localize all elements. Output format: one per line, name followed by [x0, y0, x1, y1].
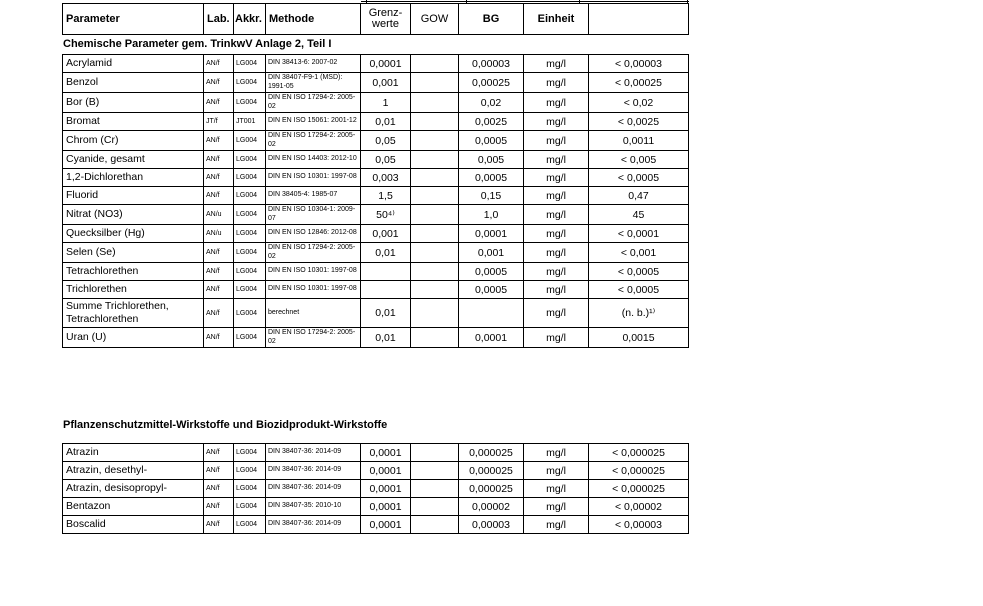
cell-methode: DIN 38413-6: 2007-02 — [266, 55, 361, 72]
cell-akkr: LG004 — [234, 462, 266, 479]
col-header-messwert — [589, 4, 688, 34]
cell-parameter: Quecksilber (Hg) — [63, 225, 204, 242]
cell-parameter: Nitrat (NO3) — [63, 205, 204, 224]
cell-methode: DIN 38407-36: 2014-09 — [266, 444, 361, 461]
cell-einheit: mg/l — [524, 225, 589, 242]
cell-messwert: 0,0015 — [622, 331, 655, 344]
cell-messwert: < 0,0005 — [617, 283, 660, 296]
cell-lab: AN/f — [204, 444, 234, 461]
cell-akkr: LG004 — [234, 55, 266, 72]
cell-parameter: Cyanide, gesamt — [63, 151, 204, 168]
cell-akkr: LG004 — [234, 131, 266, 150]
cell-methode: DIN 38405-4: 1985-07 — [266, 187, 361, 204]
cell-einheit: mg/l — [524, 299, 589, 327]
cell-gow — [411, 444, 459, 461]
cell-methode: DIN EN ISO 15061: 2001-12 — [266, 113, 361, 130]
cell-gow — [411, 498, 459, 515]
cell-gow — [411, 55, 459, 72]
cell-bg: 0,02 — [459, 93, 524, 112]
cell-lab: AN/f — [204, 73, 234, 92]
cell-messwert: < 0,02 — [623, 96, 654, 109]
cell-parameter: Chrom (Cr) — [63, 131, 204, 150]
cell-grenzwerte — [361, 281, 411, 298]
cell-parameter: Bentazon — [63, 498, 204, 515]
table-row — [63, 55, 688, 73]
cell-grenzwerte: 0,0001 — [361, 55, 411, 72]
cell-parameter: Fluorid — [63, 187, 204, 204]
cell-messwert: 0,47 — [628, 189, 649, 202]
cell-methode: DIN EN ISO 10301: 1997-08 — [266, 281, 361, 298]
cell-messwert: < 0,00025 — [614, 76, 662, 89]
cell-methode: DIN 38407-36: 2014-09 — [266, 462, 361, 479]
cell-bg: 0,00003 — [459, 516, 524, 533]
cell-messwert: 45 — [632, 208, 645, 221]
cell-einheit: mg/l — [524, 151, 589, 168]
cell-einheit: mg/l — [524, 444, 589, 461]
cell-parameter: Acrylamid — [63, 55, 204, 72]
cell-bg: 0,00003 — [459, 55, 524, 72]
cell-gow — [411, 187, 459, 204]
table-row — [63, 516, 688, 533]
cell-messwert: < 0,0025 — [617, 115, 660, 128]
table-row — [63, 444, 688, 462]
table-header-row — [62, 3, 689, 35]
cell-methode: DIN 38407-F9-1 (MSD): 1991-05 — [266, 73, 361, 92]
cell-messwert: < 0,005 — [620, 153, 657, 166]
cell-grenzwerte: 0,05 — [361, 151, 411, 168]
cell-gow — [411, 225, 459, 242]
cell-akkr: LG004 — [234, 169, 266, 186]
cell-gow — [411, 299, 459, 327]
cell-messwert: < 0,0005 — [617, 265, 660, 278]
cell-gow — [411, 131, 459, 150]
cell-grenzwerte: 0,003 — [361, 169, 411, 186]
cell-gow — [411, 205, 459, 224]
cell-parameter: Atrazin — [63, 444, 204, 461]
cell-lab: AN/f — [204, 498, 234, 515]
cell-grenzwerte: 0,0001 — [361, 498, 411, 515]
cell-akkr: LG004 — [234, 263, 266, 280]
cell-gow — [411, 243, 459, 262]
cell-parameter: Atrazin, desisopropyl- — [63, 480, 204, 497]
cell-gow — [411, 462, 459, 479]
col-header-grenzwerte — [361, 4, 411, 34]
cell-lab: AN/f — [204, 263, 234, 280]
cell-akkr: LG004 — [234, 243, 266, 262]
cell-grenzwerte: 0,01 — [361, 328, 411, 347]
cell-akkr: LG004 — [234, 281, 266, 298]
section-table-chemische-parameter — [62, 54, 689, 348]
cell-einheit: mg/l — [524, 263, 589, 280]
cell-bg: 0,00025 — [459, 73, 524, 92]
cell-lab: AN/f — [204, 480, 234, 497]
cell-messwert: < 0,001 — [620, 246, 657, 259]
cell-bg: 0,000025 — [459, 462, 524, 479]
cell-einheit: mg/l — [524, 243, 589, 262]
cell-methode: DIN EN ISO 17294-2: 2005-02 — [266, 131, 361, 150]
cell-messwert: < 0,00003 — [614, 57, 662, 70]
cell-parameter: Summe Trichlorethen, Tetrachlorethen — [63, 299, 204, 327]
cell-einheit: mg/l — [524, 516, 589, 533]
table-row — [63, 462, 688, 480]
cell-parameter: Trichlorethen — [63, 281, 204, 298]
cell-lab: AN/f — [204, 516, 234, 533]
cell-parameter: Atrazin, desethyl- — [63, 462, 204, 479]
cell-lab: AN/u — [204, 225, 234, 242]
cell-bg: 0,001 — [459, 243, 524, 262]
cell-messwert: < 0,000025 — [612, 464, 665, 477]
cell-gow — [411, 328, 459, 347]
cell-akkr: LG004 — [234, 151, 266, 168]
cell-lab: AN/u — [204, 205, 234, 224]
cell-grenzwerte: 0,0001 — [361, 480, 411, 497]
cell-parameter: Uran (U) — [63, 328, 204, 347]
cell-einheit: mg/l — [524, 55, 589, 72]
cell-methode: DIN 38407-35: 2010-10 — [266, 498, 361, 515]
cell-lab: AN/f — [204, 187, 234, 204]
table-row — [63, 73, 688, 93]
col-header-methode: Methode — [266, 4, 361, 34]
col-header-grenzwerte-line2: werte — [372, 18, 399, 30]
cell-lab: AN/f — [204, 131, 234, 150]
cell-grenzwerte: 0,001 — [361, 225, 411, 242]
cell-einheit: mg/l — [524, 73, 589, 92]
cell-lab: AN/f — [204, 93, 234, 112]
cell-einheit: mg/l — [524, 131, 589, 150]
cell-bg: 0,0005 — [459, 169, 524, 186]
cell-methode: DIN 38407-36: 2014-09 — [266, 516, 361, 533]
cell-lab: AN/f — [204, 462, 234, 479]
cell-bg: 0,0001 — [459, 225, 524, 242]
cell-einheit: mg/l — [524, 93, 589, 112]
col-header-parameter: Parameter — [63, 4, 204, 34]
table-row — [63, 328, 688, 347]
cell-gow — [411, 169, 459, 186]
col-header-einheit: Einheit — [524, 4, 589, 34]
cell-lab: AN/f — [204, 281, 234, 298]
col-header-akkr: Akkr. — [234, 4, 266, 34]
cell-lab: AN/f — [204, 328, 234, 347]
cell-grenzwerte — [361, 263, 411, 280]
cell-grenzwerte: 0,01 — [361, 299, 411, 327]
cell-lab: AN/f — [204, 243, 234, 262]
cell-gow — [411, 281, 459, 298]
cell-bg: 0,0005 — [459, 281, 524, 298]
cell-akkr: JT001 — [234, 113, 266, 130]
cell-parameter: 1,2-Dichlorethan — [63, 169, 204, 186]
page-crop-artifact-line — [361, 1, 689, 2]
table-row — [63, 281, 688, 299]
cell-bg: 0,0005 — [459, 131, 524, 150]
cell-parameter: Bromat — [63, 113, 204, 130]
cell-messwert: < 0,000025 — [612, 482, 665, 495]
cell-bg: 0,0005 — [459, 263, 524, 280]
section-title-chemische-parameter: Chemische Parameter gem. TrinkwV Anlage 2, Teil I — [63, 38, 332, 50]
cell-akkr: LG004 — [234, 225, 266, 242]
table-row — [63, 113, 688, 131]
cell-messwert: 0,0011 — [622, 134, 655, 147]
cell-lab: AN/f — [204, 55, 234, 72]
cell-grenzwerte: 0,05 — [361, 131, 411, 150]
cell-gow — [411, 263, 459, 280]
col-header-bg: BG — [459, 4, 524, 34]
table-row — [63, 151, 688, 169]
cell-akkr: LG004 — [234, 444, 266, 461]
cell-einheit: mg/l — [524, 205, 589, 224]
cell-parameter: Tetrachlorethen — [63, 263, 204, 280]
cell-gow — [411, 73, 459, 92]
cell-einheit: mg/l — [524, 498, 589, 515]
cell-gow — [411, 113, 459, 130]
cell-messwert: < 0,00002 — [614, 500, 662, 513]
cell-einheit: mg/l — [524, 187, 589, 204]
cell-methode: DIN EN ISO 12846: 2012-08 — [266, 225, 361, 242]
cell-grenzwerte: 1,5 — [361, 187, 411, 204]
cell-akkr: LG004 — [234, 480, 266, 497]
col-header-lab: Lab. — [204, 4, 234, 34]
cell-gow — [411, 151, 459, 168]
cell-einheit: mg/l — [524, 480, 589, 497]
cell-parameter: Boscalid — [63, 516, 204, 533]
cell-parameter: Selen (Se) — [63, 243, 204, 262]
cell-akkr: LG004 — [234, 328, 266, 347]
cell-methode: berechnet — [266, 299, 361, 327]
cell-einheit: mg/l — [524, 462, 589, 479]
cell-akkr: LG004 — [234, 498, 266, 515]
table-row — [63, 131, 688, 151]
cell-messwert: < 0,00003 — [614, 518, 662, 531]
cell-bg: 0,0001 — [459, 328, 524, 347]
cell-bg — [459, 299, 524, 327]
cell-akkr: LG004 — [234, 205, 266, 224]
cell-methode: DIN EN ISO 17294-2: 2005-02 — [266, 243, 361, 262]
cell-grenzwerte: 0,0001 — [361, 462, 411, 479]
cell-lab: JT/f — [204, 113, 234, 130]
section-table-pflanzenschutzmittel — [62, 443, 689, 534]
table-row — [63, 169, 688, 187]
cell-messwert: < 0,0001 — [617, 227, 660, 240]
table-row — [63, 480, 688, 498]
cell-grenzwerte: 50⁴⁾ — [361, 205, 411, 224]
cell-grenzwerte: 1 — [361, 93, 411, 112]
table-row — [63, 498, 688, 516]
cell-gow — [411, 93, 459, 112]
cell-einheit: mg/l — [524, 281, 589, 298]
cell-methode: DIN EN ISO 17294-2: 2005-02 — [266, 328, 361, 347]
cell-methode: DIN EN ISO 10301: 1997-08 — [266, 263, 361, 280]
cell-bg: 0,005 — [459, 151, 524, 168]
cell-lab: AN/f — [204, 169, 234, 186]
table-row — [63, 225, 688, 243]
table-row — [63, 93, 688, 113]
table-row — [63, 187, 688, 205]
cell-messwert: < 0,0005 — [617, 171, 660, 184]
cell-messwert: < 0,000025 — [612, 446, 665, 459]
cell-messwert: (n. b.)¹⁾ — [621, 307, 656, 319]
cell-bg: 0,00002 — [459, 498, 524, 515]
cell-einheit: mg/l — [524, 169, 589, 186]
section-title-pflanzenschutzmittel: Pflanzenschutzmittel-Wirkstoffe und Biozidprodukt-Wirkstoffe — [63, 419, 388, 431]
cell-parameter: Benzol — [63, 73, 204, 92]
cell-grenzwerte: 0,001 — [361, 73, 411, 92]
cell-gow — [411, 516, 459, 533]
cell-lab: AN/f — [204, 151, 234, 168]
cell-methode: DIN EN ISO 10304-1: 2009-07 — [266, 205, 361, 224]
table-row — [63, 263, 688, 281]
cell-bg: 0,000025 — [459, 444, 524, 461]
cell-grenzwerte: 0,01 — [361, 243, 411, 262]
cell-akkr: LG004 — [234, 516, 266, 533]
cell-grenzwerte: 0,0001 — [361, 516, 411, 533]
cell-bg: 0,0025 — [459, 113, 524, 130]
table-row — [63, 299, 688, 328]
col-header-grenzwerte-line1: Grenz- — [368, 7, 403, 19]
cell-bg: 0,000025 — [459, 480, 524, 497]
cell-lab: AN/f — [204, 299, 234, 327]
cell-grenzwerte: 0,01 — [361, 113, 411, 130]
cell-akkr: LG004 — [234, 299, 266, 327]
cell-akkr: LG004 — [234, 73, 266, 92]
cell-methode: DIN 38407-36: 2014-09 — [266, 480, 361, 497]
cell-einheit: mg/l — [524, 113, 589, 130]
cell-methode: DIN EN ISO 10301: 1997-08 — [266, 169, 361, 186]
cell-akkr: LG004 — [234, 187, 266, 204]
cell-bg: 1,0 — [459, 205, 524, 224]
cell-gow — [411, 480, 459, 497]
cell-akkr: LG004 — [234, 93, 266, 112]
cell-methode: DIN EN ISO 14403: 2012-10 — [266, 151, 361, 168]
cell-grenzwerte: 0,0001 — [361, 444, 411, 461]
cell-einheit: mg/l — [524, 328, 589, 347]
cell-parameter: Bor (B) — [63, 93, 204, 112]
col-header-gow: GOW — [411, 4, 459, 34]
cell-methode: DIN EN ISO 17294-2: 2005-02 — [266, 93, 361, 112]
cell-bg: 0,15 — [459, 187, 524, 204]
table-row — [63, 205, 688, 225]
table-row — [63, 243, 688, 263]
